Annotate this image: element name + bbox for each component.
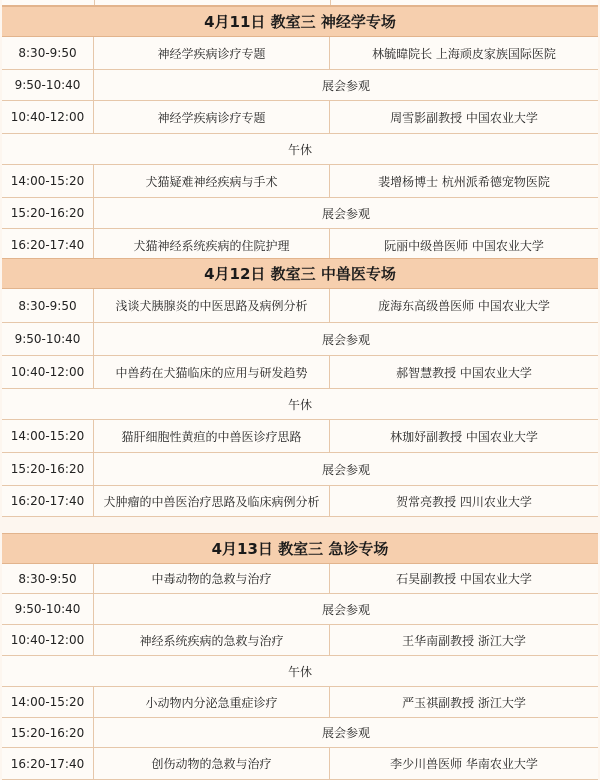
section-title: 4月13日 教室三 急诊专场 — [211, 540, 389, 558]
break-cell: 展会参观 — [321, 332, 370, 347]
time-cell: 10:40-12:00 — [2, 356, 94, 388]
time-cell: 15:20-16:20 — [2, 453, 94, 485]
speaker-cell: 石昊副教授 中国农业大学 — [396, 572, 532, 586]
topic-cell: 创伤动物的急救与治疗 — [94, 748, 330, 779]
speaker-cell: 李少川兽医师 华南农业大学 — [390, 757, 538, 771]
table-row — [2, 420, 598, 453]
topic-cell: 神经学疾病诊疗专题 — [94, 101, 330, 133]
time-cell: 9:50-10:40 — [2, 70, 94, 100]
table-row — [2, 134, 598, 165]
time-cell: 10:40-12:00 — [2, 101, 94, 133]
table-row — [2, 356, 598, 389]
section-header — [2, 533, 598, 564]
topic-cell: 中兽药在犬猫临床的应用与研发趋势 — [94, 356, 330, 388]
table-row — [2, 323, 598, 356]
time-cell: 14:00-15:20 — [2, 687, 94, 717]
table-row — [2, 37, 598, 70]
topic-cell: 犬猫神经系统疾病的住院护理 — [94, 229, 330, 261]
time-cell: 8:30-9:50 — [2, 564, 94, 593]
speaker-cell: 阮丽中级兽医师 中国农业大学 — [384, 238, 544, 253]
table-row — [2, 748, 598, 780]
time-cell: 9:50-10:40 — [2, 594, 94, 624]
table-row — [2, 718, 598, 748]
topic-cell: 神经学疾病诊疗专题 — [94, 37, 330, 69]
table-row — [2, 453, 598, 486]
section-header — [2, 258, 598, 289]
time-cell: 15:20-16:20 — [2, 198, 94, 228]
table-row — [2, 625, 598, 656]
time-cell: 14:00-15:20 — [2, 420, 94, 452]
speaker-cell: 林珈妤副教授 中国农业大学 — [390, 429, 538, 444]
topic-cell: 小动物内分泌急重症诊疗 — [94, 687, 330, 717]
break-cell: 展会参观 — [321, 462, 370, 477]
break-cell: 展会参观 — [321, 206, 370, 221]
time-cell: 10:40-12:00 — [2, 625, 94, 655]
speaker-cell: 林毓暐院长 上海顽皮家族国际医院 — [372, 46, 556, 61]
speaker-cell: 庞海东高级兽医师 中国农业大学 — [378, 299, 550, 313]
time-cell: 16:20-17:40 — [2, 748, 94, 779]
topic-cell: 犬肿瘤的中兽医治疗思路及临床病例分析 — [94, 486, 330, 516]
table-row — [2, 594, 598, 625]
section-header — [2, 6, 598, 37]
table-row — [2, 564, 598, 594]
topic-cell: 犬猫疑难神经疾病与手术 — [94, 165, 330, 197]
section-title: 4月11日 教室三 神经学专场 — [204, 13, 396, 31]
speaker-cell: 贺常亮教授 四川农业大学 — [396, 494, 532, 509]
break-cell: 展会参观 — [321, 726, 370, 740]
time-cell: 16:20-17:40 — [2, 229, 94, 261]
topic-cell: 中毒动物的急救与治疗 — [94, 564, 330, 593]
break-cell: 展会参观 — [321, 78, 370, 93]
table-row — [2, 198, 598, 229]
table-row — [2, 486, 598, 517]
table-row — [2, 101, 598, 134]
table-row — [2, 289, 598, 323]
speaker-cell: 周雪影副教授 中国农业大学 — [390, 110, 538, 125]
speaker-cell: 郝智慧教授 中国农业大学 — [396, 365, 532, 380]
break-cell: 午休 — [287, 664, 312, 679]
speaker-cell: 王华南副教授 浙江大学 — [402, 633, 526, 648]
table-row — [2, 656, 598, 687]
time-cell: 9:50-10:40 — [2, 323, 94, 355]
break-cell: 午休 — [287, 142, 312, 157]
topic-cell: 猫肝细胞性黄疸的中兽医诊疗思路 — [94, 420, 330, 452]
table-row — [2, 687, 598, 718]
time-cell: 8:30-9:50 — [2, 289, 94, 322]
break-cell: 展会参观 — [321, 602, 370, 617]
table-row — [2, 165, 598, 198]
topic-cell: 神经系统疾病的急救与治疗 — [94, 625, 330, 655]
table-row — [2, 389, 598, 420]
table-row — [2, 70, 598, 101]
speaker-cell: 严玉祺副教授 浙江大学 — [402, 695, 526, 710]
topic-cell: 浅谈犬胰腺炎的中医思路及病例分析 — [94, 289, 330, 322]
time-cell: 15:20-16:20 — [2, 718, 94, 747]
speaker-cell: 裴增杨博士 杭州派希德宠物医院 — [378, 174, 550, 189]
break-cell: 午休 — [287, 397, 312, 412]
time-cell: 16:20-17:40 — [2, 486, 94, 516]
time-cell: 14:00-15:20 — [2, 165, 94, 197]
section-title: 4月12日 教室三 中兽医专场 — [204, 265, 396, 283]
time-cell: 8:30-9:50 — [2, 37, 94, 69]
